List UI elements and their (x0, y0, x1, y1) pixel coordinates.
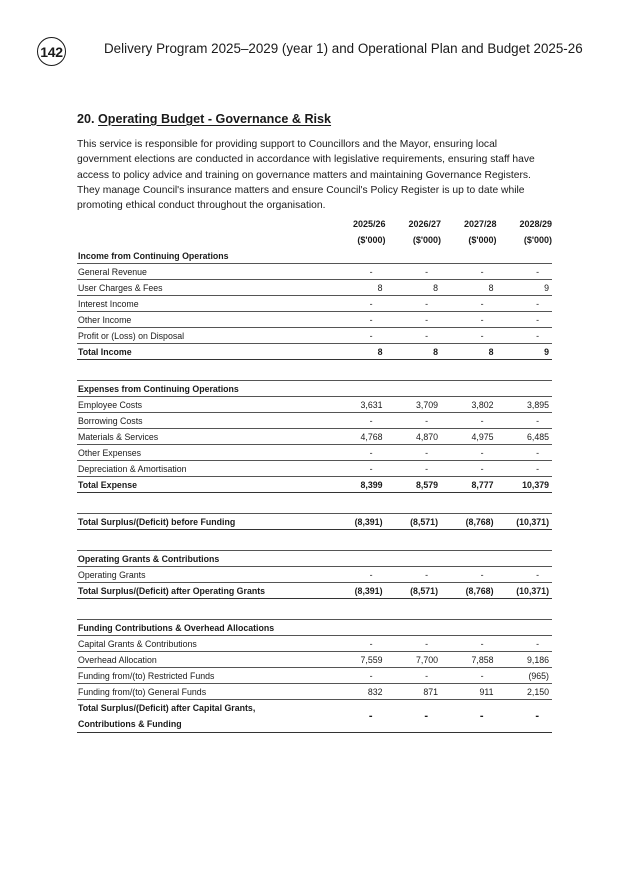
page-number-badge (37, 37, 66, 66)
row-value: (8,768) (441, 583, 497, 599)
total-expense-row (77, 477, 552, 493)
section-heading: Expenses from Continuing Operations (77, 381, 552, 397)
year-header: 2028/29 (519, 219, 552, 229)
row-value: 832 (330, 684, 386, 700)
row-value: 4,768 (330, 429, 386, 445)
row-value: 9 (497, 280, 553, 296)
row-value: 3,802 (441, 397, 497, 413)
unit-header: ($'000) (523, 235, 552, 245)
table-row (77, 413, 552, 429)
row-value: - (386, 312, 442, 328)
spacer-row (77, 530, 552, 551)
surplus-final-row (77, 700, 552, 733)
row-value: 7,559 (330, 652, 386, 668)
row-value: 3,709 (386, 397, 442, 413)
table-row (77, 264, 552, 280)
row-value: - (441, 413, 497, 429)
row-value: - (330, 567, 386, 583)
row-value: - (497, 264, 553, 280)
row-value: 8 (441, 344, 497, 360)
section-heading: Funding Contributions & Overhead Allocations (77, 620, 552, 636)
spacer-cell (77, 530, 552, 551)
table-row (77, 461, 552, 477)
spacer-cell (77, 493, 552, 514)
row-value: 4,870 (386, 429, 442, 445)
grants-heading-row (77, 551, 552, 567)
row-value: - (330, 461, 386, 477)
row-value: 7,700 (386, 652, 442, 668)
row-value: - (441, 668, 497, 684)
row-value: - (441, 328, 497, 344)
table-row (77, 296, 552, 312)
row-value: - (497, 636, 553, 652)
row-label: Total Income (77, 344, 330, 360)
row-value: - (441, 264, 497, 280)
row-label: Other Income (77, 312, 330, 328)
section-heading: Income from Continuing Operations (77, 248, 552, 264)
row-label: Total Surplus/(Deficit) after Operating Grants (77, 583, 330, 599)
unit-header: ($'000) (468, 235, 497, 245)
table-row (77, 397, 552, 413)
year-header: 2025/26 (352, 219, 386, 229)
row-label: Funding from/(to) General Funds (77, 684, 330, 700)
row-label: Overhead Allocation (77, 652, 330, 668)
row-value: (8,571) (386, 583, 442, 599)
page-number: 142 (40, 43, 63, 60)
spacer-cell (77, 599, 552, 620)
row-value: 871 (386, 684, 442, 700)
row-value: - (330, 700, 386, 733)
row-label: Operating Grants (77, 567, 330, 583)
row-value: (8,391) (330, 514, 386, 530)
row-value: - (441, 461, 497, 477)
row-value: 10,379 (497, 477, 553, 493)
header-blank (77, 216, 330, 232)
row-label: Interest Income (77, 296, 330, 312)
row-value: 8 (441, 280, 497, 296)
row-value: - (441, 567, 497, 583)
row-label: Profit or (Loss) on Disposal (77, 328, 330, 344)
table-row (77, 684, 552, 700)
running-head: Delivery Program 2025–2029 (year 1) and Operational Plan and Budget 2025-26 (104, 41, 583, 56)
surplus-before-funding-row (77, 514, 552, 530)
unit-header-row (77, 232, 552, 248)
section-heading: Operating Grants & Contributions (77, 551, 552, 567)
row-value: (10,371) (497, 514, 553, 530)
row-value: - (497, 413, 553, 429)
spacer-row (77, 360, 552, 381)
year-header: 2026/27 (408, 219, 441, 229)
row-label: General Revenue (77, 264, 330, 280)
section-title (77, 112, 331, 126)
row-value: - (386, 700, 442, 733)
row-value: - (330, 636, 386, 652)
row-value: 8 (386, 344, 442, 360)
row-value: 8,777 (441, 477, 497, 493)
unit-header: ($'000) (412, 235, 441, 245)
row-label: Funding from/(to) Restricted Funds (77, 668, 330, 684)
row-label: User Charges & Fees (77, 280, 330, 296)
row-value: 8 (330, 344, 386, 360)
income-heading-row (77, 248, 552, 264)
row-value: - (497, 461, 553, 477)
row-value: 8,579 (386, 477, 442, 493)
row-value: - (386, 413, 442, 429)
row-value: 8,399 (330, 477, 386, 493)
row-value: (965) (497, 668, 553, 684)
table-row (77, 445, 552, 461)
row-value: - (330, 668, 386, 684)
row-value: - (330, 413, 386, 429)
row-value: 8 (386, 280, 442, 296)
table-row (77, 429, 552, 445)
table-row (77, 636, 552, 652)
row-label: Employee Costs (77, 397, 330, 413)
row-label: Capital Grants & Contributions (77, 636, 330, 652)
row-value: - (497, 567, 553, 583)
section-intro: This service is responsible for providing support to Councillors and the Mayor, ensuring local government elections are conducted in accordance with legislative requirements, ensuring staff have access to policy advice and training on governance matters and maintaining Governance Registers. They manage Council's insurance matters and ensure Council's Policy Register is up to date while promoting ethical conduct throughout the organisation. (77, 139, 535, 212)
row-value: 3,631 (330, 397, 386, 413)
row-value: - (330, 445, 386, 461)
row-label-line: Total Surplus/(Deficit) after Capital Grants, (78, 703, 256, 713)
row-value: 6,485 (497, 429, 553, 445)
year-header-row (77, 216, 552, 232)
row-value: - (386, 636, 442, 652)
row-value: 3,895 (497, 397, 553, 413)
row-value: - (441, 445, 497, 461)
row-label: Total Surplus/(Deficit) before Funding (77, 514, 330, 530)
row-value: - (441, 312, 497, 328)
row-value: - (441, 700, 497, 733)
row-value: 9,186 (497, 652, 553, 668)
row-value: - (386, 461, 442, 477)
row-value: (10,371) (497, 583, 553, 599)
row-value: - (386, 567, 442, 583)
funding-heading-row (77, 620, 552, 636)
section-title-text: Operating Budget - Governance & Risk (98, 112, 332, 126)
row-value: - (330, 264, 386, 280)
row-value: - (386, 668, 442, 684)
row-value: - (386, 445, 442, 461)
row-value: - (386, 328, 442, 344)
table-row (77, 280, 552, 296)
table-row (77, 567, 552, 583)
row-label: Depreciation & Amortisation (77, 461, 330, 477)
row-value: 9 (497, 344, 553, 360)
row-value: 2,150 (497, 684, 553, 700)
row-value: - (330, 296, 386, 312)
surplus-after-grants-row (77, 583, 552, 599)
row-label: Other Expenses (77, 445, 330, 461)
row-value: - (441, 636, 497, 652)
row-value: 7,858 (441, 652, 497, 668)
row-value: - (386, 264, 442, 280)
spacer-cell (77, 360, 552, 381)
table-row (77, 312, 552, 328)
row-label (77, 700, 330, 733)
table-row (77, 328, 552, 344)
section-number: 20. (77, 112, 95, 126)
expense-heading-row (77, 381, 552, 397)
row-value: 911 (441, 684, 497, 700)
total-income-row (77, 344, 552, 360)
spacer-row (77, 599, 552, 620)
row-value: - (497, 312, 553, 328)
table-body (77, 248, 552, 733)
row-value: - (497, 328, 553, 344)
row-value: 4,975 (441, 429, 497, 445)
row-value: - (441, 296, 497, 312)
row-value: - (497, 700, 553, 733)
row-label: Total Expense (77, 477, 330, 493)
row-label: Materials & Services (77, 429, 330, 445)
table-row (77, 668, 552, 684)
unit-header: ($'000) (357, 235, 386, 245)
spacer-row (77, 493, 552, 514)
row-value: - (330, 312, 386, 328)
year-header: 2027/28 (463, 219, 497, 229)
operating-budget-table (77, 216, 552, 733)
row-value: - (386, 296, 442, 312)
row-value: (8,391) (330, 583, 386, 599)
row-value: - (497, 296, 553, 312)
header-blank (77, 232, 330, 248)
row-label: Borrowing Costs (77, 413, 330, 429)
row-value: 8 (330, 280, 386, 296)
row-label-line: Contributions & Funding (78, 719, 182, 729)
table-row (77, 652, 552, 668)
row-value: (8,571) (386, 514, 442, 530)
row-value: - (497, 445, 553, 461)
row-value: - (330, 328, 386, 344)
row-value: (8,768) (441, 514, 497, 530)
